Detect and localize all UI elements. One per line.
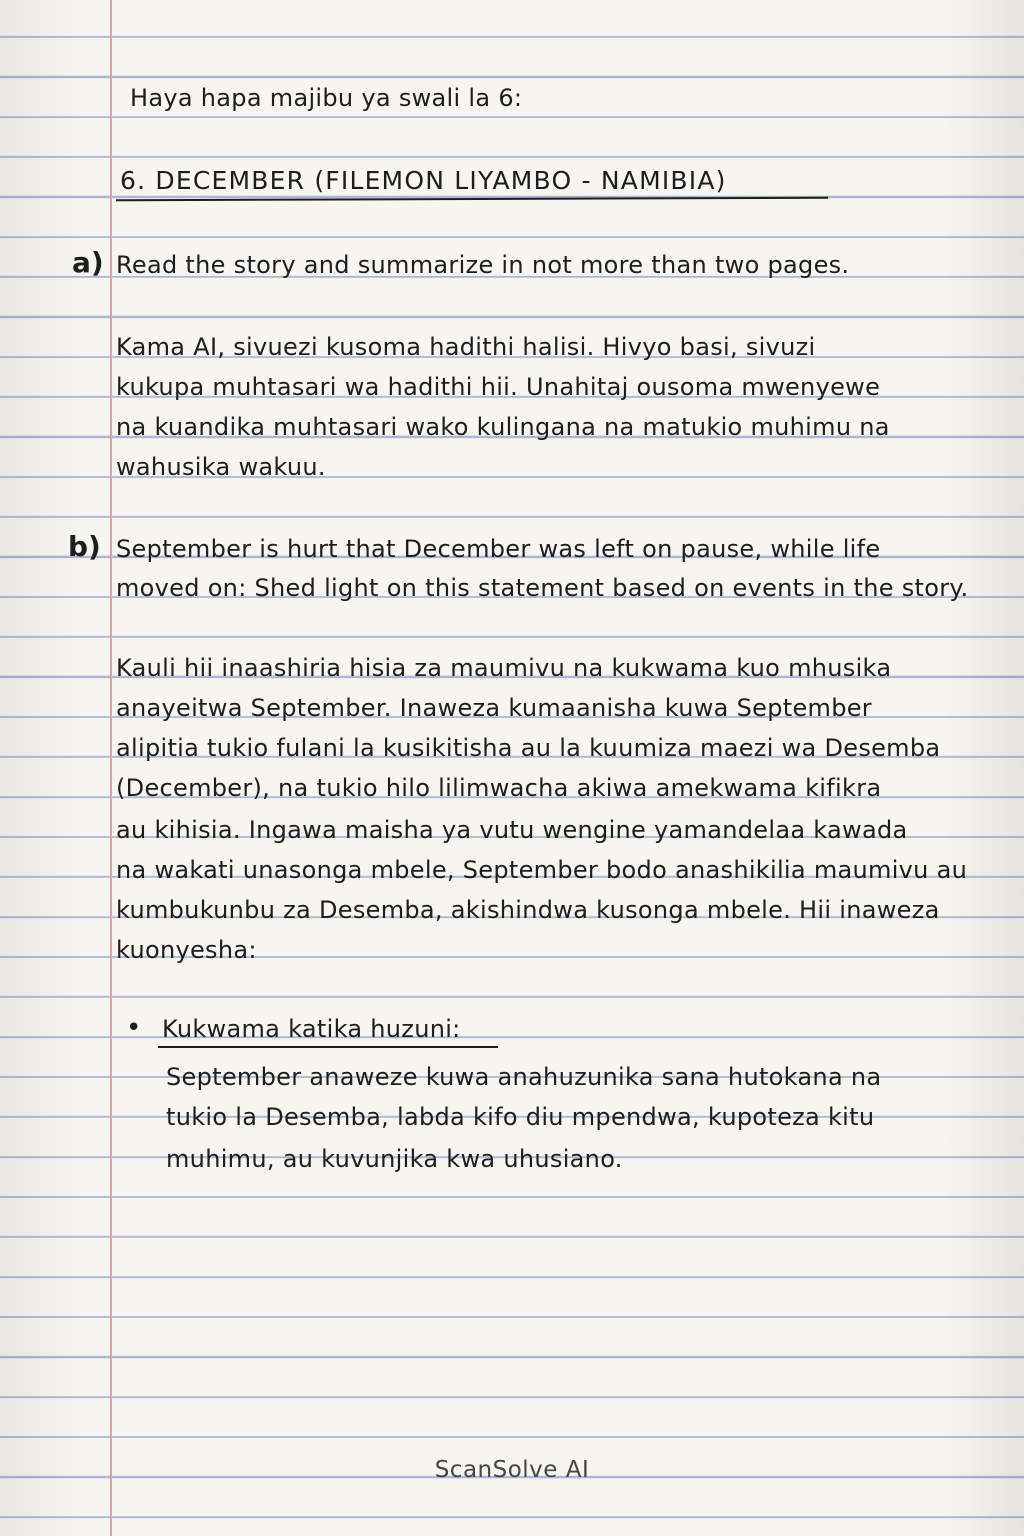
bullet-heading: Kukwama katika huzuni:	[162, 1015, 461, 1043]
bullet-heading-underline	[158, 1046, 498, 1048]
answer-b-line: anayeitwa September. Inaweza kumaanisha kuwa September	[116, 694, 872, 722]
answer-a-line: na kuandika muhtasari wako kulingana na matukio muhimu na	[116, 413, 890, 441]
title-underline	[116, 197, 828, 201]
answer-a-line: wahusika wakuu.	[116, 453, 326, 481]
answer-b-line: kuonyesha:	[116, 936, 257, 964]
margin-line	[110, 0, 112, 1536]
bullet-line: September anaweze kuwa anahuzunika sana hutokana na	[166, 1063, 882, 1091]
answer-a-line: Kama AI, sivuezi kusoma hadithi halisi. Hivyo basi, sivuzi	[116, 333, 816, 361]
question-a-label: a)	[72, 246, 104, 279]
question-b-prompt-line: moved on: Shed light on this statement based on events in the story.	[116, 574, 969, 602]
answer-b-line: alipitia tukio fulani la kusikitisha au la kuumiza maezi wa Desemba	[116, 734, 941, 762]
answer-b-line: na wakati unasonga mbele, September bodo anashikilia maumivu au	[116, 856, 968, 884]
story-title: 6. DECEMBER (FILEMON LIYAMBO - NAMIBIA)	[120, 166, 727, 195]
answer-a-line: kukupa muhtasari wa hadithi hii. Unahitaj ousoma mwenyewe	[116, 373, 881, 401]
question-a-prompt: Read the story and summarize in not more than two pages.	[116, 251, 850, 279]
intro-text: Haya hapa majibu ya swali la 6:	[130, 84, 523, 112]
answer-b-line: (December), na tukio hilo lilimwacha akiwa amekwama kifikra	[116, 774, 882, 802]
bullet-line: muhimu, au kuvunjika kwa uhusiano.	[166, 1145, 623, 1173]
answer-b-line: kumbukunbu za Desemba, akishindwa kusonga mbele. Hii inaweza	[116, 896, 940, 924]
footer-watermark: ScanSolve AI	[434, 1457, 590, 1483]
question-b-prompt-line: September is hurt that December was left on pause, while life	[116, 535, 881, 563]
bullet-marker: •	[126, 1013, 142, 1043]
answer-b-line: au kihisia. Ingawa maisha ya vutu wengine yamandelaa kawada	[116, 816, 908, 844]
bullet-line: tukio la Desemba, labda kifo diu mpendwa, kupoteza kitu	[166, 1103, 875, 1131]
answer-b-line: Kauli hii inaashiria hisia za maumivu na kukwama kuo mhusika	[116, 654, 892, 682]
question-b-label: b)	[68, 530, 101, 563]
